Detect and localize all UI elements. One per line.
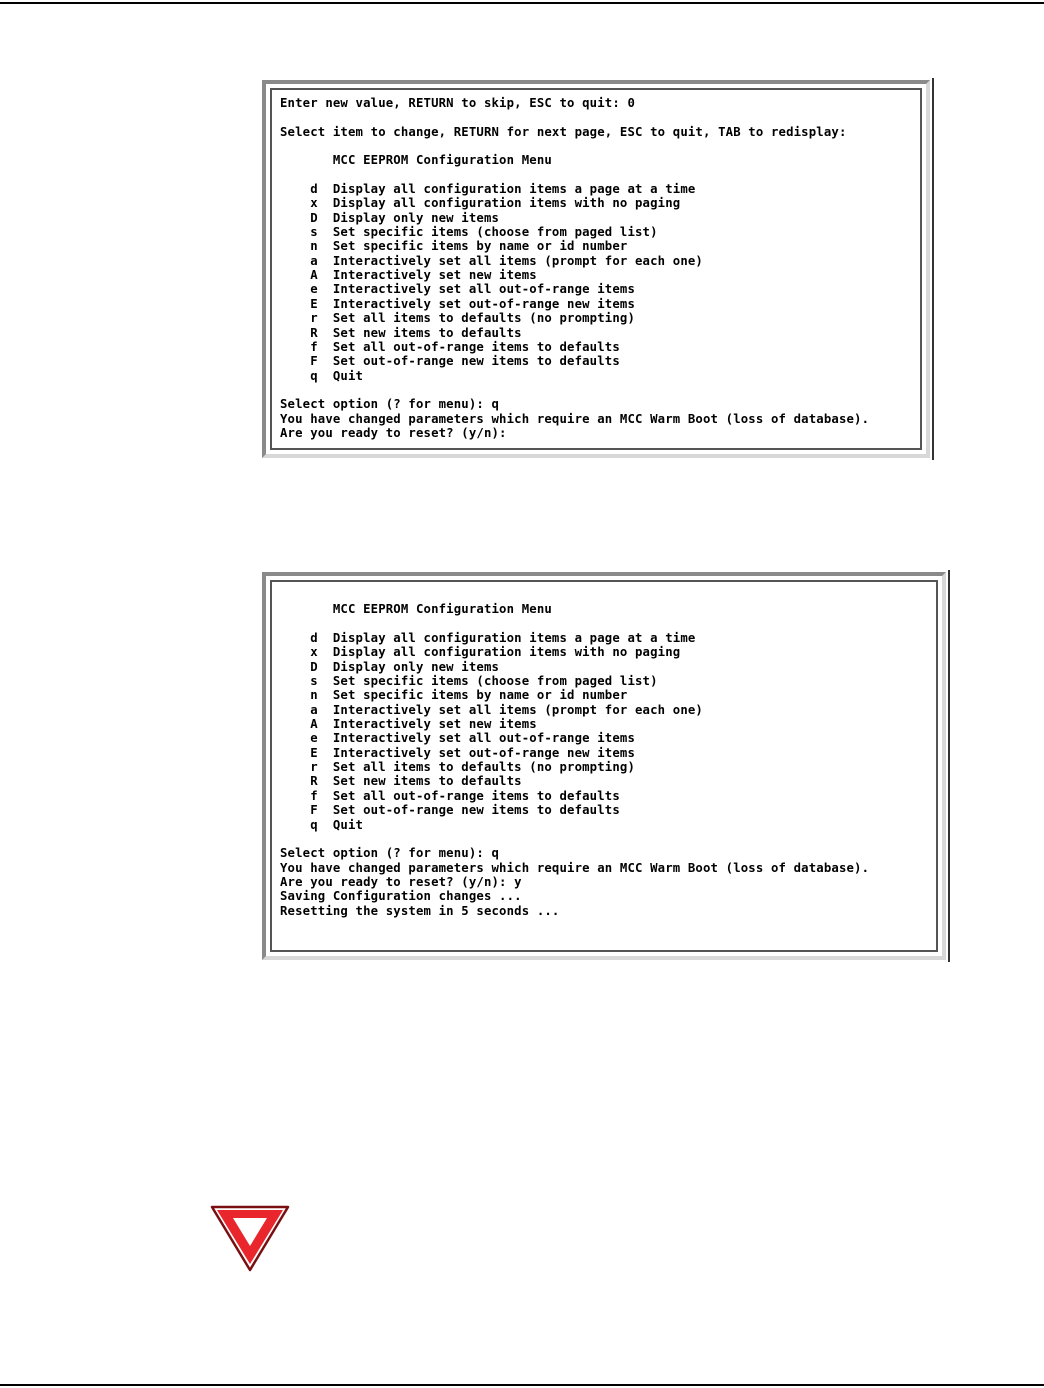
terminal-line [280, 832, 869, 846]
terminal-line [280, 110, 869, 124]
terminal-line: q Quit [280, 368, 364, 383]
terminal-line: a Interactively set all items (prompt for each one) [280, 253, 703, 268]
terminal-line: Select item to change, RETURN for next page, ESC to quit, TAB to redisplay: [280, 124, 847, 139]
terminal-line: Enter new value, RETURN to skip, ESC to quit: 0 [280, 96, 636, 110]
terminal-line: Select option (? for menu): q [280, 397, 500, 412]
terminal-line: n Set specific items by name or id number [280, 239, 628, 254]
terminal-window-2 [270, 580, 938, 952]
terminal-line: n Set specific items by name or id number [280, 688, 628, 703]
terminal-line: You have changed parameters which require an MCC Warm Boot (loss of database). [280, 411, 870, 426]
terminal-line: q Quit [280, 817, 364, 832]
terminal-line [280, 617, 869, 631]
terminal-line: x Display all configuration items with no paging [280, 196, 681, 211]
terminal-line: a Interactively set all items (prompt for each one) [280, 702, 703, 717]
terminal-line [280, 383, 869, 397]
terminal-line: F Set out-of-range new items to defaults [280, 354, 620, 369]
terminal-line: A Interactively set new items [280, 268, 537, 283]
terminal-output-1 [280, 96, 869, 440]
terminal-line: E Interactively set out-of-range new items [280, 296, 636, 311]
terminal-window-1 [270, 88, 922, 450]
terminal-line: Saving Configuration changes ... [280, 889, 522, 904]
terminal-line: Are you ready to reset? (y/n): y [280, 874, 522, 889]
terminal-line [280, 588, 869, 602]
terminal-line: d Display all configuration items a page at a time [280, 182, 696, 197]
terminal-line: d Display all configuration items a page at a time [280, 631, 696, 646]
terminal-line: D Display only new items [280, 210, 500, 225]
window-edge [948, 570, 950, 962]
terminal-line: R Set new items to defaults [280, 774, 522, 789]
terminal-line: Select option (? for menu): q [280, 846, 500, 861]
terminal-screenshot-1 [262, 80, 930, 458]
terminal-line: E Interactively set out-of-range new items [280, 745, 636, 760]
window-edge [932, 78, 934, 460]
terminal-line: x Display all configuration items with no paging [280, 645, 681, 660]
terminal-line: s Set specific items (choose from paged list) [280, 225, 658, 240]
terminal-screenshot-2 [262, 572, 946, 960]
terminal-line: R Set new items to defaults [280, 325, 522, 340]
terminal-line: r Set all items to defaults (no prompting) [280, 311, 636, 326]
terminal-line: D Display only new items [280, 659, 500, 674]
yield-icon [208, 1204, 292, 1272]
terminal-line: e Interactively set all out-of-range items [280, 731, 636, 746]
footer-rule [0, 1384, 1044, 1386]
terminal-line: A Interactively set new items [280, 717, 537, 732]
terminal-line: e Interactively set all out-of-range items [280, 282, 636, 297]
terminal-line [280, 139, 869, 153]
terminal-line: Are you ready to reset? (y/n): [280, 425, 507, 440]
terminal-line: Resetting the system in 5 seconds ... [280, 903, 560, 918]
terminal-output-2 [280, 588, 869, 918]
terminal-line: r Set all items to defaults (no prompting) [280, 760, 636, 775]
terminal-line: s Set specific items (choose from paged list) [280, 674, 658, 689]
terminal-line [280, 168, 869, 182]
terminal-line: You have changed parameters which require an MCC Warm Boot (loss of database). [280, 860, 870, 875]
terminal-line: F Set out-of-range new items to defaults [280, 803, 620, 818]
terminal-line: MCC EEPROM Configuration Menu [280, 153, 552, 168]
terminal-line: MCC EEPROM Configuration Menu [280, 602, 552, 617]
header-rule [0, 2, 1044, 4]
terminal-line: f Set all out-of-range items to defaults [280, 339, 620, 354]
terminal-line: f Set all out-of-range items to defaults [280, 788, 620, 803]
